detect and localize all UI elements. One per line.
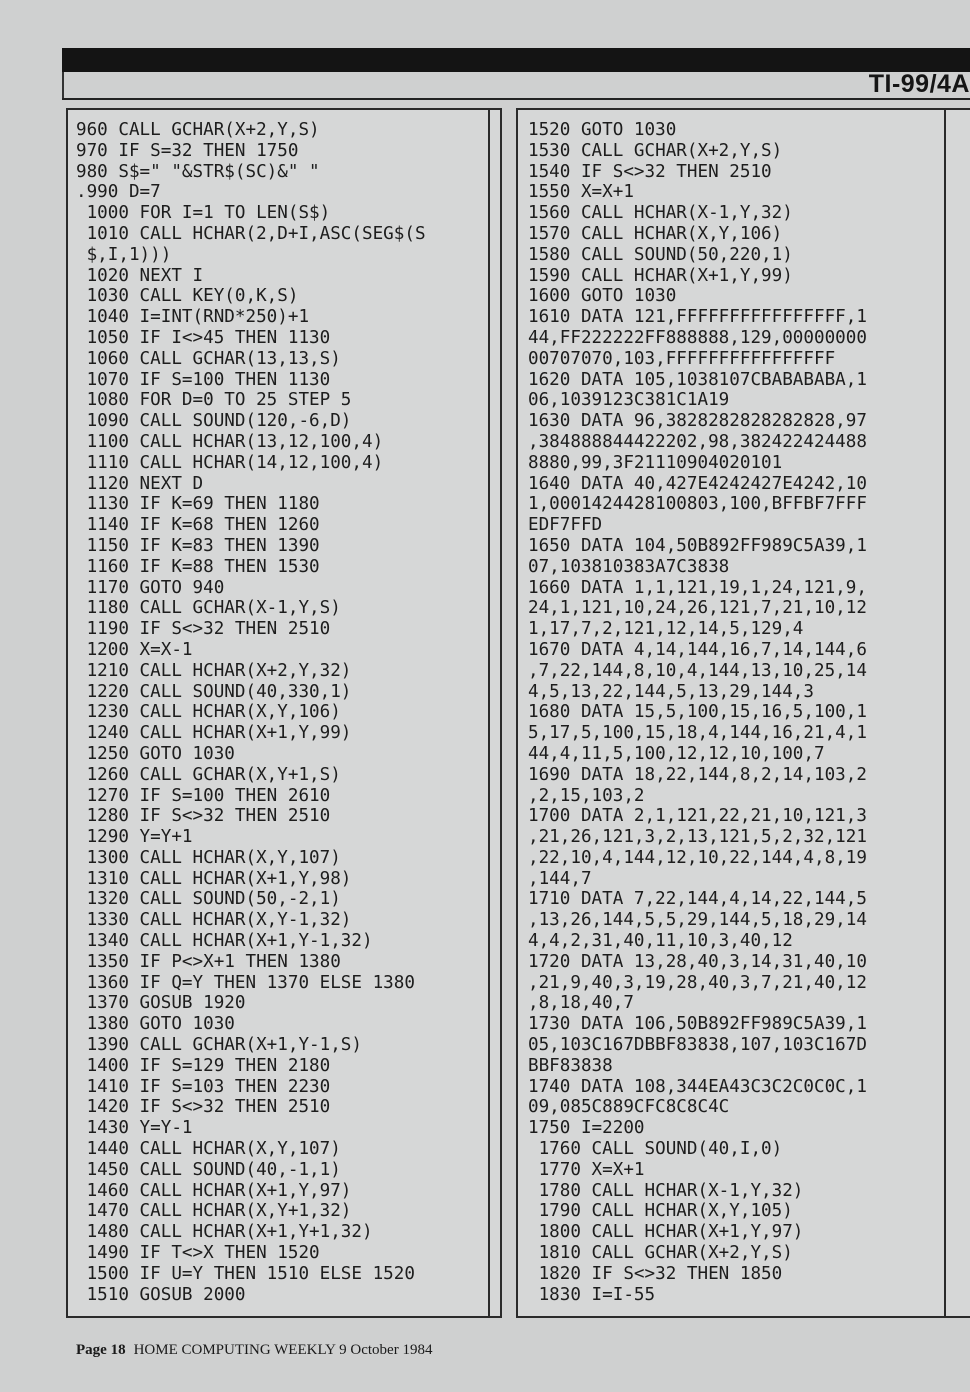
code-line: 1570 CALL HCHAR(X,Y,106) [528, 223, 783, 244]
code-line: 1290 Y=Y+1 [76, 827, 193, 848]
code-line: 1740 DATA 108,344EA43C3C2C0C0C,1 [528, 1076, 867, 1097]
code-line: 1460 CALL HCHAR(X+1,Y,97) [76, 1180, 352, 1201]
code-line: 1680 DATA 15,5,100,15,16,5,100,1 [528, 702, 867, 723]
code-line: 1750 I=2200 [528, 1118, 645, 1139]
code-line: 1630 DATA 96,3828282828282828,97 [528, 411, 867, 432]
code-line: 1270 IF S=100 THEN 2610 [76, 785, 331, 806]
code-line: ,384888844422202,98,382422424488 [528, 431, 867, 452]
code-line: 1150 IF K=83 THEN 1390 [76, 535, 320, 556]
code-line: ,8,18,40,7 [528, 993, 634, 1014]
code-line: 1350 IF P<>X+1 THEN 1380 [76, 951, 341, 972]
code-line: 1,0001424428100803,100,BFFBF7FFF [528, 494, 867, 515]
code-line: 1230 CALL HCHAR(X,Y,106) [76, 702, 341, 723]
code-line: 1540 IF S<>32 THEN 2510 [528, 161, 772, 182]
code-line: .990 D=7 [76, 182, 161, 203]
code-line: 1240 CALL HCHAR(X+1,Y,99) [76, 723, 352, 744]
code-line: 1030 CALL KEY(0,K,S) [76, 286, 299, 307]
code-line: 970 IF S=32 THEN 1750 [76, 140, 299, 161]
code-line: ,21,9,40,3,19,28,40,3,7,21,40,12 [528, 972, 867, 993]
code-line: 1660 DATA 1,1,121,19,1,24,121,9, [528, 577, 867, 598]
code-line: $,I,1))) [76, 244, 172, 265]
code-line: 1770 X=X+1 [528, 1159, 645, 1180]
code-line: 1220 CALL SOUND(40,330,1) [76, 681, 352, 702]
code-line: 1410 IF S=103 THEN 2230 [76, 1076, 331, 1097]
code-listing-right [528, 120, 867, 1305]
code-line: 1140 IF K=68 THEN 1260 [76, 515, 320, 536]
code-line: ,7,22,144,8,10,4,144,13,10,25,14 [528, 660, 867, 681]
code-listing-left [76, 120, 426, 1305]
code-line: 1370 GOSUB 1920 [76, 993, 246, 1014]
code-line: 1070 IF S=100 THEN 1130 [76, 369, 331, 390]
code-line: 1620 DATA 105,1038107CBABABABA,1 [528, 369, 867, 390]
code-line: ,144,7 [528, 868, 592, 889]
header-rule [62, 98, 970, 100]
code-line: 1730 DATA 106,50B892FF989C5A39,1 [528, 1014, 867, 1035]
code-line: 24,1,121,10,24,26,121,7,21,10,12 [528, 598, 867, 619]
code-line: 1000 FOR I=1 TO LEN(S$) [76, 203, 331, 224]
code-line: 1120 NEXT D [76, 473, 204, 494]
code-line: 1600 GOTO 1030 [528, 286, 677, 307]
code-line: 1360 IF Q=Y THEN 1370 ELSE 1380 [76, 972, 415, 993]
code-line: 1530 CALL GCHAR(X+2,Y,S) [528, 140, 783, 161]
code-line: 1470 CALL HCHAR(X,Y+1,32) [76, 1201, 352, 1222]
code-line: 1320 CALL SOUND(50,-2,1) [76, 889, 341, 910]
code-line: 1090 CALL SOUND(120,-6,D) [76, 411, 352, 432]
code-line: 1820 IF S<>32 THEN 1850 [528, 1263, 783, 1284]
code-line: 1110 CALL HCHAR(14,12,100,4) [76, 452, 384, 473]
code-line: 1560 CALL HCHAR(X-1,Y,32) [528, 203, 793, 224]
code-line: 1810 CALL GCHAR(X+2,Y,S) [528, 1243, 793, 1264]
code-line: 44,4,11,5,100,12,12,10,100,7 [528, 743, 825, 764]
code-line: 1080 FOR D=0 TO 25 STEP 5 [76, 390, 352, 411]
code-line: 1310 CALL HCHAR(X+1,Y,98) [76, 868, 352, 889]
code-line: 1440 CALL HCHAR(X,Y,107) [76, 1139, 341, 1160]
code-line: 1780 CALL HCHAR(X-1,Y,32) [528, 1180, 804, 1201]
code-line: 8880,99,3F21110904020101 [528, 452, 783, 473]
code-line: 1700 DATA 2,1,121,22,21,10,121,3 [528, 806, 867, 827]
code-line: 07,103810383A7C3838 [528, 556, 730, 577]
code-line: 1520 GOTO 1030 [528, 120, 677, 140]
code-line: 1,17,7,2,121,12,14,5,129,4 [528, 619, 804, 640]
code-line: 44,FF222222FF888888,129,00000000 [528, 327, 867, 348]
code-line: ,21,26,121,3,2,13,121,5,2,32,121 [528, 827, 867, 848]
code-line: 1550 X=X+1 [528, 182, 634, 203]
code-line: 4,5,13,22,144,5,13,29,144,3 [528, 681, 814, 702]
code-line: 1020 NEXT I [76, 265, 204, 286]
code-line: 1130 IF K=69 THEN 1180 [76, 494, 320, 515]
code-line: 1760 CALL SOUND(40,I,0) [528, 1139, 783, 1160]
code-line: 1480 CALL HCHAR(X+1,Y+1,32) [76, 1222, 373, 1243]
code-line: 1340 CALL HCHAR(X+1,Y-1,32) [76, 931, 373, 952]
code-line: 1210 CALL HCHAR(X+2,Y,32) [76, 660, 352, 681]
code-line: 5,17,5,100,15,18,4,144,16,21,4,1 [528, 723, 867, 744]
code-line: 1200 X=X-1 [76, 639, 193, 660]
code-line: 1710 DATA 7,22,144,4,14,22,144,5 [528, 889, 867, 910]
code-line: 1250 GOTO 1030 [76, 743, 235, 764]
publication-line: HOME COMPUTING WEEKLY 9 October 1984 [133, 1342, 433, 1358]
section-title: TI-99/4A [868, 70, 970, 98]
code-line: 00707070,103,FFFFFFFFFFFFFFFF [528, 348, 836, 369]
code-line: 1050 IF I<>45 THEN 1130 [76, 327, 331, 348]
code-line: 1010 CALL HCHAR(2,D+I,ASC(SEG$(S [76, 223, 426, 244]
code-line: 09,085C889CFC8C8C4C [528, 1097, 730, 1118]
header-band [62, 48, 970, 72]
code-line: EDF7FFD [528, 515, 603, 536]
code-line: 05,103C167DBBF83838,107,103C167D [528, 1035, 867, 1056]
code-line: BBF83838 [528, 1055, 613, 1076]
code-line: 1510 GOSUB 2000 [76, 1284, 246, 1305]
code-line: 1670 DATA 4,14,144,16,7,14,144,6 [528, 639, 867, 660]
code-line: 1610 DATA 121,FFFFFFFFFFFFFFFF,1 [528, 307, 867, 328]
code-line: 1500 IF U=Y THEN 1510 ELSE 1520 [76, 1263, 415, 1284]
code-line: 1650 DATA 104,50B892FF989C5A39,1 [528, 535, 867, 556]
code-line: 1380 GOTO 1030 [76, 1014, 235, 1035]
code-line: 1490 IF T<>X THEN 1520 [76, 1243, 320, 1264]
listing-column-left [66, 108, 502, 1318]
code-line: 1590 CALL HCHAR(X+1,Y,99) [528, 265, 793, 286]
header-rule-left [62, 72, 64, 100]
code-line: 1280 IF S<>32 THEN 2510 [76, 806, 331, 827]
code-line: 1790 CALL HCHAR(X,Y,105) [528, 1201, 793, 1222]
code-line: 1430 Y=Y-1 [76, 1118, 193, 1139]
page-number: Page 18 [76, 1342, 126, 1358]
code-line: 1720 DATA 13,28,40,3,14,31,40,10 [528, 951, 867, 972]
code-line: 1040 I=INT(RND*250)+1 [76, 307, 310, 328]
code-line: 960 CALL GCHAR(X+2,Y,S) [76, 120, 320, 140]
code-line: 1580 CALL SOUND(50,220,1) [528, 244, 793, 265]
code-line: 1640 DATA 40,427E4242427E4242,10 [528, 473, 867, 494]
code-line: 1170 GOTO 940 [76, 577, 225, 598]
code-line: 1190 IF S<>32 THEN 2510 [76, 619, 331, 640]
code-line: 4,4,2,31,40,11,10,3,40,12 [528, 931, 793, 952]
code-line: 1420 IF S<>32 THEN 2510 [76, 1097, 331, 1118]
code-line: 980 S$=" "&STR$(SC)&" " [76, 161, 320, 182]
code-line: ,22,10,4,144,12,10,22,144,4,8,19 [528, 847, 867, 868]
code-line: 1060 CALL GCHAR(13,13,S) [76, 348, 341, 369]
column-rule [488, 110, 490, 1316]
page-footer [76, 1342, 432, 1359]
code-line: 1330 CALL HCHAR(X,Y-1,32) [76, 910, 352, 931]
code-line: 1180 CALL GCHAR(X-1,Y,S) [76, 598, 341, 619]
code-line: 1390 CALL GCHAR(X+1,Y-1,S) [76, 1035, 362, 1056]
code-line: 1690 DATA 18,22,144,8,2,14,103,2 [528, 764, 867, 785]
code-line: 1160 IF K=88 THEN 1530 [76, 556, 320, 577]
code-line: 1450 CALL SOUND(40,-1,1) [76, 1159, 341, 1180]
code-line: 06,1039123C381C1A19 [528, 390, 730, 411]
code-line: 1260 CALL GCHAR(X,Y+1,S) [76, 764, 341, 785]
code-line: 1800 CALL HCHAR(X+1,Y,97) [528, 1222, 804, 1243]
code-line: 1830 I=I-55 [528, 1284, 656, 1305]
code-line: 1300 CALL HCHAR(X,Y,107) [76, 847, 341, 868]
listing-column-right [516, 108, 970, 1318]
code-line: ,2,15,103,2 [528, 785, 645, 806]
code-line: ,13,26,144,5,5,29,144,5,18,29,14 [528, 910, 867, 931]
code-line: 1400 IF S=129 THEN 2180 [76, 1055, 331, 1076]
code-line: 1100 CALL HCHAR(13,12,100,4) [76, 431, 384, 452]
column-rule [944, 110, 946, 1316]
